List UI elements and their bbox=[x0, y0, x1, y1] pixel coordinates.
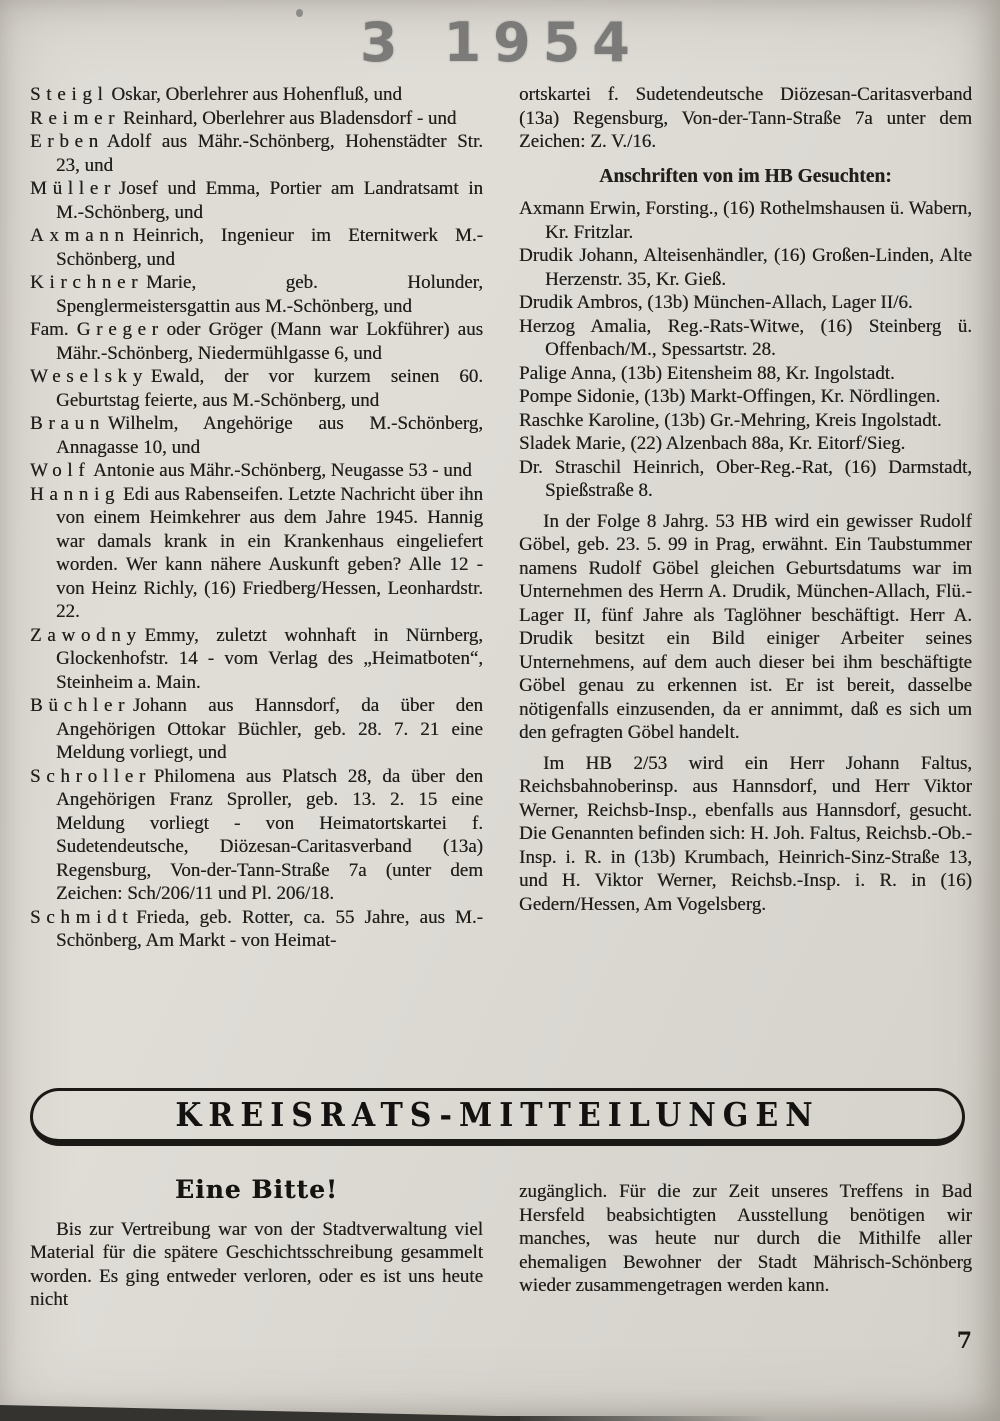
missing-persons-listing bbox=[30, 83, 972, 1053]
note-paragraph: Im HB 2/53 wird ein Herr Johann Faltus, Reichsbahnoberinsp. aus Hannsdorf, und Herr Viktor Werner, Reichsb-Insp., ebenfalls aus Hannsdorf, gesucht. Die Genannten befinden sich: H. Joh. Faltus, Reichsb.-Ob.-Insp. i. R. in (13b) Krumbach, Heinrich-Sinz-Straße 13, und H. Viktor Werner, Reichsb.-Insp. i. R. in (16) Gedern/Hessen, Am Vogelsberg. bbox=[519, 752, 972, 915]
listing-entry bbox=[30, 459, 483, 483]
listing-entry bbox=[30, 318, 483, 365]
listing-entry bbox=[30, 177, 483, 224]
kreisrats-mitteilungen-banner bbox=[30, 1088, 965, 1146]
sought-entry: Drudik Johann, Alteisenhändler, (16) Großen-Linden, Alte Herzenstr. 35, Kr. Gieß. bbox=[519, 245, 972, 290]
stamp-year: 1954 bbox=[443, 11, 642, 74]
entry-surname: Kirchner bbox=[30, 272, 144, 293]
listing-entry bbox=[30, 906, 483, 953]
listing-entry bbox=[30, 412, 483, 459]
entry-details: Reinhard, Oberlehrer aus Bladensdorf - und bbox=[122, 107, 457, 129]
stamp-issue-number: 3 bbox=[360, 11, 398, 74]
sought-entry: Pompe Sidonie, (13b) Markt-Offingen, Kr. Nördlingen. bbox=[519, 386, 941, 407]
issue-date-stamp bbox=[360, 11, 642, 74]
listing-entry bbox=[30, 83, 483, 107]
listing-right-column bbox=[519, 83, 972, 1053]
entry-surname: Greger bbox=[76, 319, 164, 340]
listing-entry bbox=[30, 224, 483, 271]
eine-bitte-section bbox=[30, 1176, 972, 1312]
listing-entry bbox=[30, 624, 483, 695]
entry-surname: Braun bbox=[30, 413, 105, 434]
entry-surname: Wolf bbox=[30, 460, 91, 481]
entry-surname: Steigl bbox=[30, 84, 109, 105]
entry-surname: Axmann bbox=[30, 225, 130, 246]
listing-entry bbox=[30, 694, 483, 765]
listing-left-column bbox=[30, 83, 483, 1053]
entry-details: Ewald, der vor kurzem seinen 60. Geburtstag feierte, aus M.-Schönberg, und bbox=[56, 366, 483, 411]
sought-addresses-list bbox=[519, 197, 972, 503]
entry-details: Josef und Emma, Portier am Landratsamt in M.-Schönberg, und bbox=[56, 178, 483, 223]
bitte-paragraph-left: Bis zur Vertreibung war von der Stadtverwaltung viel Material für die spätere Geschichtsschreibung gesammelt worden. Es ging entweder verloren, oder es ist uns heute nicht bbox=[30, 1218, 483, 1310]
entry-surname: Erben bbox=[30, 131, 104, 152]
entry-details: Frieda, geb. Rotter, ca. 55 Jahre, aus M.-Schönberg, Am Markt - von Heimat- bbox=[56, 906, 483, 951]
sought-addresses-heading: Anschriften von im HB Gesuchten: bbox=[599, 165, 892, 187]
entry-details: Emmy, zuletzt wohnhaft in Nürnberg, Glockenhofstr. 14 - vom Verlag des „Heimatboten“, Steinheim a. Main. bbox=[56, 624, 483, 693]
page-number: 7 bbox=[956, 1328, 972, 1354]
scan-edge-shadow-tail bbox=[500, 1416, 770, 1421]
entry-details: Philomena aus Platsch 28, da über den Angehörigen Franz Sproller, geb. 13. 2. 15 eine Meldung vorliegt - von Heimatortskartei f. Sudetendeutsche, Diözesan-Caritasverband (13a) Regensburg, Von-der-Tann-Straße 7a (unter dem Zeichen: Sch/206/11 und Pl. 206/18. bbox=[56, 765, 483, 904]
sought-entry: Sladek Marie, (22) Alzenbach 88a, Kr. Eitorf/Sieg. bbox=[519, 433, 906, 454]
listing-entry bbox=[30, 483, 483, 624]
sought-entry: Herzog Amalia, Reg.-Rats-Witwe, (16) Steinberg ü. Offenbach/M., Spessartstr. 28. bbox=[519, 315, 972, 360]
listing-entry bbox=[30, 365, 483, 412]
listing-entry bbox=[30, 271, 483, 318]
listing-entry bbox=[30, 130, 483, 177]
entry-details: Adolf aus Mähr.-Schönberg, Hohenstädter Str. 23, und bbox=[56, 131, 483, 176]
listing-entry bbox=[30, 765, 483, 906]
bitte-right-column bbox=[519, 1176, 972, 1312]
sought-entry: Drudik Ambros, (13b) München-Allach, Lager II/6. bbox=[519, 292, 913, 313]
entry-prefix: Fam. bbox=[30, 319, 77, 340]
listing-entry bbox=[30, 107, 483, 131]
entry-surname: Müller bbox=[30, 178, 116, 199]
sought-entry: Raschke Karoline, (13b) Gr.-Mehring, Kreis Ingolstadt. bbox=[519, 409, 942, 431]
entry-surname: Schmidt bbox=[30, 906, 134, 928]
entry-surname: Büchler bbox=[30, 695, 131, 716]
sought-entry: Palige Anna, (13b) Eitensheim 88, Kr. Ingolstadt. bbox=[519, 362, 895, 384]
entry-details: Johann aus Hannsdorf, da über den Angehörigen Ottokar Büchler, geb. 28. 7. 21 eine Meldung vorliegt, und bbox=[56, 695, 483, 763]
bitte-heading: Eine Bitte! bbox=[175, 1175, 338, 1204]
entry-details: Antonie aus Mähr.-Schönberg, Neugasse 53 - und bbox=[93, 460, 472, 481]
ink-speck bbox=[296, 9, 303, 17]
entry-surname: Reimer bbox=[30, 107, 121, 129]
entry-surname: Zawodny bbox=[30, 624, 142, 646]
entry-details: Marie, geb. Holunder, Spenglermeistersgattin aus M.-Schönberg, und bbox=[56, 272, 483, 317]
bitte-left-column bbox=[30, 1176, 483, 1312]
scan-edge-shadow bbox=[0, 1405, 520, 1421]
entry-surname: Schroller bbox=[30, 765, 151, 787]
sought-entry: Axmann Erwin, Forsting., (16) Rothelmshausen ü. Wabern, Kr. Fritzlar. bbox=[519, 198, 972, 243]
banner-title: KREISRATS-MITTEILUNGEN bbox=[175, 1096, 820, 1134]
entry-surname: Hannig bbox=[30, 483, 121, 505]
bitte-paragraph-right: zugänglich. Für die zur Zeit unseres Treffens in Bad Hersfeld beabsichtigten Ausstellung benötigen wir manches, was heute nur durch die Mithilfe aller ehemaligen Bewohner der Stadt Mährisch-Schönberg wieder zusammengetragen werden kann. bbox=[519, 1181, 972, 1296]
entry-details: Wilhelm, Angehörige aus M.-Schönberg, Annagasse 10, und bbox=[56, 413, 483, 458]
entry-details: Heinrich, Ingenieur im Eternitwerk M.-Schönberg, und bbox=[56, 225, 483, 270]
entry-surname: Weselsky bbox=[30, 366, 148, 387]
sought-entry: Dr. Straschil Heinrich, Ober-Reg.-Rat, (16) Darmstadt, Spießstraße 8. bbox=[519, 456, 972, 501]
entry-details: Oskar, Oberlehrer aus Hohenfluß, und bbox=[111, 84, 402, 105]
entry-details: Edi aus Rabenseifen. Letzte Nachricht über ihn von einem Heimkehrer aus dem Jahre 1945. Hannig war damals krank in ein Krankenhaus eingeliefert worden. Wer kann nähere Auskunft geben? Alle 12 - von Heinz Richly, (16) Friedberg/Hessen, Leonhardstr. 22. bbox=[56, 483, 483, 622]
note-paragraph: In der Folge 8 Jahrg. 53 HB wird ein gewisser Rudolf Göbel, geb. 23. 5. 99 in Prag, erwähnt. Ein Taubstummer namens Rudolf Göbel gleichen Geburtsdatums war im Unternehmen des Herrn A. Drudik, München-Allach, Flü.-Lager II, fünf Jahre als Taglöhner beschäftigt. Herr A. Drudik besitzt ein Bild einiger Arbeiter seines Unternehmens, auf dem auch dieser bei ihm beschäftigte Göbel genau zu erkennen ist. Er ist bereit, dasselbe nötigenfalls einzusenden, da er annimmt, daß es sich um den gefragten Göbel handelt. bbox=[519, 510, 972, 743]
notes-paragraphs bbox=[519, 510, 972, 917]
continuation-paragraph: ortskartei f. Sudetendeutsche Diözesan-Caritasverband (13a) Regensburg, Von-der-Tann-Straße 7a unter dem Zeichen: Z. V./16. bbox=[519, 84, 972, 152]
entry-details: oder Gröger (Mann war Lokführer) aus Mähr.-Schönberg, Niedermühlgasse 6, und bbox=[56, 319, 483, 364]
